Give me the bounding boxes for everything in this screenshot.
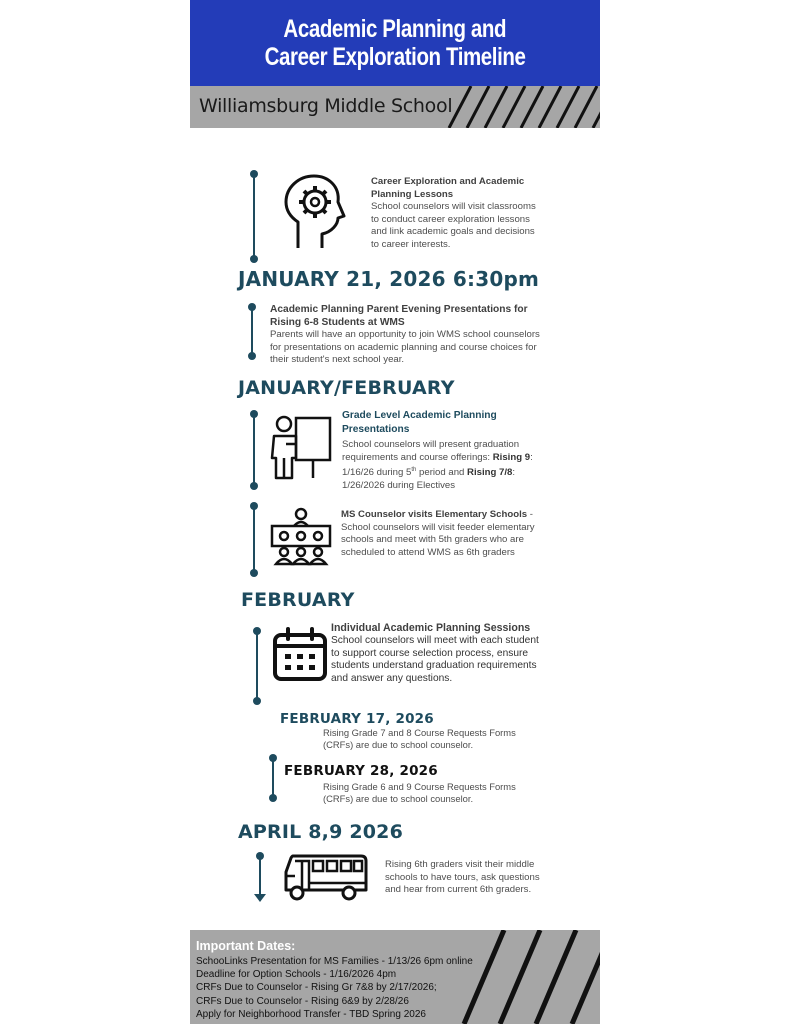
timeline-dot (269, 794, 277, 802)
important-date-item: Apply for Neighborhood Transfer - TBD Spring 2026 (196, 1008, 426, 1020)
head-gear-icon (282, 172, 352, 250)
arrow-down-icon (254, 894, 266, 903)
diagonal-stripes-decoration (445, 86, 600, 128)
rising-78-label: Rising 7/8 (467, 467, 513, 479)
date-heading-february: FEBRUARY (241, 589, 355, 611)
lessons-body: School counselors will visit classrooms to conduct career exploration lessons and link academic goals and decisions to career interests. (371, 201, 536, 250)
lessons-block (371, 176, 539, 251)
timeline-line (253, 174, 255, 258)
sessions-title: Individual Academic Planning Sessions (331, 622, 531, 634)
presenter-board-icon (270, 414, 334, 480)
infographic-page (190, 0, 600, 1024)
april-body: Rising 6th graders visit their middle schools to have tours, ask questions and hear from current 6th graders. (385, 859, 540, 895)
jan21-body: Parents will have an opportunity to join WMS school counselors for presentations on academic planning and course choices for their student's next school year. (270, 329, 540, 365)
date-heading-feb17: FEBRUARY 17, 2026 (280, 711, 434, 727)
title-line-1: Academic Planning and (283, 15, 507, 43)
date-heading-janfeb: JANUARY/FEBRUARY (238, 377, 455, 399)
lessons-title: Career Exploration and Academic Planning Lessons (371, 176, 525, 200)
header-banner (190, 0, 600, 86)
elementary-title: MS Counselor visits Elementary Schools (341, 509, 528, 520)
timeline-dot (248, 352, 256, 360)
jan21-title: Academic Planning Parent Evening Presentations for Rising 6-8 Students at WMS (270, 304, 528, 328)
grade-level-block (342, 409, 542, 492)
timeline-dot (250, 569, 258, 577)
rising-9-label: Rising 9 (492, 451, 531, 463)
important-date-item: Deadline for Option Schools - 1/16/2026 4pm (196, 969, 397, 981)
date-heading-jan21: JANUARY 21, 2026 6:30pm (238, 267, 540, 291)
timeline-dot (250, 482, 258, 490)
timeline-line (272, 758, 274, 796)
elementary-body: - School counselors will visit feeder elementary schools and meet with 5th graders who are scheduled to attend WMS as 6th graders (341, 509, 535, 558)
school-name: Williamsburg Middle School (199, 95, 453, 117)
sessions-block (331, 622, 546, 686)
grade-level-body (342, 439, 542, 492)
period-text: period and (416, 467, 468, 479)
feb17-body: Rising Grade 7 and 8 Course Requests Forms (CRFs) are due to school counselor. (323, 727, 516, 750)
rising-78-text: : 1/26/2026 during Electives (342, 467, 516, 491)
timeline-line (253, 414, 255, 484)
sessions-body: School counselors will meet with each student to support course selection process, ensure students understand graduation requirements and answer any questions. (331, 634, 539, 685)
timeline-line (253, 506, 255, 572)
rising-9-text: : 1/16/26 during 5 (342, 451, 533, 479)
title-line-2: Career Exploration Timeline (264, 43, 526, 71)
date-heading-april: APRIL 8,9 2026 (238, 821, 404, 843)
grade-level-title: Grade Level Academic Planning Presentations (342, 410, 497, 435)
calendar-icon (272, 627, 328, 683)
meeting-table-icon (270, 506, 332, 568)
timeline-dot (253, 697, 261, 705)
timeline-line (251, 307, 253, 355)
date-heading-feb28: FEBRUARY 28, 2026 (284, 763, 438, 779)
important-dates-footer (190, 930, 600, 1024)
school-bar (190, 86, 600, 128)
important-dates-heading: Important Dates: (196, 939, 296, 953)
superscript-th: th (411, 467, 417, 473)
school-bus-icon (283, 852, 369, 902)
jan21-block (270, 304, 545, 367)
timeline-line (259, 856, 261, 898)
diagonal-stripes-decoration (460, 930, 600, 1024)
grade-level-body-intro: School counselors will present graduation requirements and course offerings: (342, 439, 520, 463)
elementary-block (341, 509, 541, 559)
important-date-item: CRFs Due to Counselor - Rising Gr 7&8 by 2/17/2026; (196, 982, 437, 994)
timeline-dot (250, 255, 258, 263)
important-dates-list (196, 955, 473, 1021)
important-date-item: SchooLinks Presentation for MS Families - 1/13/26 6pm online (196, 956, 473, 967)
feb28-body: Rising Grade 6 and 9 Course Requests Forms (CRFs) are due to school counselor. (323, 781, 516, 804)
timeline-line (256, 631, 258, 699)
important-date-item: CRFs Due to Counselor - Rising 6&9 by 2/28/26 (196, 995, 409, 1007)
